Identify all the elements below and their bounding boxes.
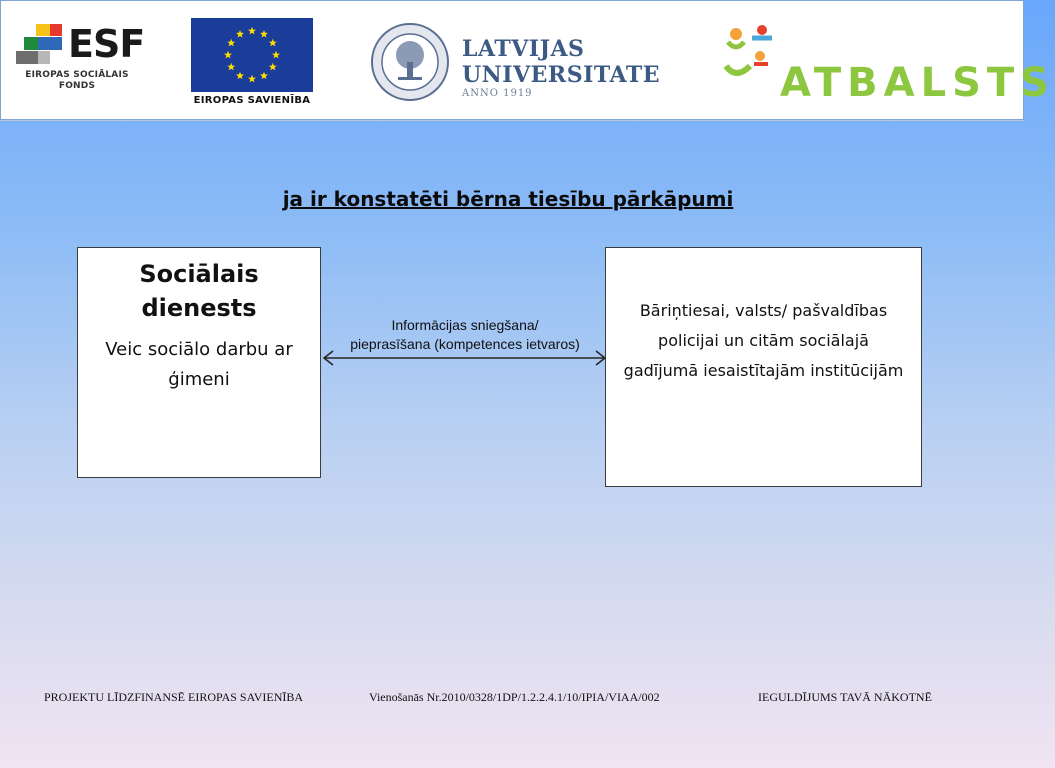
eu-star-icon	[236, 30, 244, 38]
lu-seal-icon	[370, 22, 450, 102]
eu-caption: EIROPAS SAVIENĪBA	[193, 95, 311, 106]
footer-slogan: IEGULDĪJUMS TAVĀ NĀKOTNĒ	[758, 690, 932, 704]
esf-mark-icon	[16, 24, 64, 66]
esf-logo	[12, 22, 145, 97]
eu-star-icon	[272, 51, 280, 59]
eu-star-icon	[260, 72, 268, 80]
eu-flag-icon	[191, 18, 313, 92]
footer-agreement: Vienošanās Nr.2010/0328/1DP/1.2.2.4.1/10/IPIA/VIAA/002	[369, 690, 660, 704]
lu-anno: ANNO 1919	[462, 88, 533, 99]
eu-star-icon	[224, 51, 232, 59]
atbalsts-word-text: ATBALSTS	[780, 60, 1055, 106]
eu-star-icon	[269, 39, 277, 47]
eu-star-icon	[248, 75, 256, 83]
eu-star-icon	[269, 63, 277, 71]
esf-subtitle	[12, 70, 142, 92]
double-arrow-icon	[321, 348, 609, 368]
eu-logo	[191, 18, 315, 110]
footer-cofinance: PROJEKTU LĪDZFINANSĒ EIROPAS SAVIENĪBA	[44, 690, 304, 704]
lu-name-line1: LATVIJAS	[462, 36, 585, 62]
eu-star-icon	[227, 39, 235, 47]
social-service-title-line2: dienests	[141, 294, 257, 322]
arrow-label-line2: pieprasīšana (kompetences ietvaros)	[350, 336, 580, 352]
logo-header	[0, 0, 1055, 121]
social-service-title-line1: Sociālais	[139, 260, 259, 288]
esf-subtitle-line1: EIROPAS SOCIĀLAIS	[25, 70, 129, 80]
lu-name-line2: UNIVERSITATE	[462, 62, 661, 88]
atbalsts-word	[780, 60, 1055, 106]
social-service-title	[78, 257, 320, 325]
eu-star-icon	[227, 63, 235, 71]
arrow-label-line1: Informācijas sniegšana/	[391, 317, 539, 333]
lu-logo	[370, 22, 682, 102]
atbalsts-logo	[722, 22, 1055, 106]
institutions-body: Bāriņtiesai, valsts/ pašvaldības policijai un citām sociālajā gadījumā iesaistītajām institūcijām	[623, 301, 904, 380]
esf-title: ESF	[68, 22, 145, 66]
eu-star-icon	[260, 30, 268, 38]
institutions-box	[605, 247, 922, 487]
social-service-body: Veic sociālo darbu ar ģimeni	[105, 339, 293, 390]
social-service-box	[77, 247, 321, 478]
eu-star-icon	[236, 72, 244, 80]
eu-stars-icon	[191, 18, 313, 92]
eu-star-icon	[248, 27, 256, 35]
esf-subtitle-line2: FONDS	[58, 81, 96, 91]
page-heading: ja ir konstatēti bērna tiesību pārkāpumi	[282, 187, 734, 211]
